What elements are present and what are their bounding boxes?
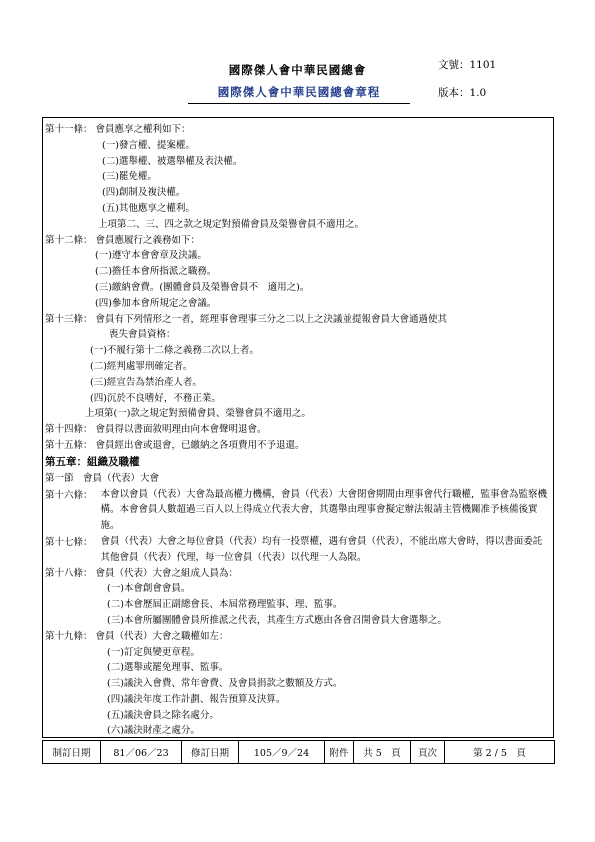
article-19-heading: 第十九條： 會員（代表）大會之職權如左： xyxy=(45,630,229,642)
chapter-5-heading: 第五章：組織及職權 xyxy=(45,455,140,468)
page-label: 頁次 xyxy=(411,741,445,764)
article-11-item-2: (二)選舉權、被選舉權及表決權。 xyxy=(102,155,243,167)
document-title: 國際傑人會中華民國總會章程 xyxy=(188,84,410,104)
document-number: 文號：1101 xyxy=(438,59,497,71)
article-18-item-2: (二)本會歷屆正副總會長、本屆常務理監事、理、監事。 xyxy=(107,599,343,611)
article-19-item-5: (五)議決會員之除名處分。 xyxy=(107,709,219,721)
article-11-item-3: (三)罷免權。 xyxy=(102,171,157,183)
content-frame xyxy=(42,117,554,738)
article-15: 第十五條： 會員經出會或退會，已繳納之各項費用不予退還。 xyxy=(45,439,305,451)
article-11-note: 上項第二、三、四之款之規定對預備會員及榮譽會員不適用之。 xyxy=(98,218,365,230)
article-17-text: 會員（代表）大會之每位會員（代表）均有一投票權，遇有會員（代表），不能出席大會時，得以書面委託其他會員（代表）代理，每一位會員（代表）以代理一人為限。 xyxy=(100,535,543,563)
article-16 xyxy=(43,487,553,534)
revise-date-value: 105／9／24 xyxy=(239,741,325,764)
article-12-item-1: (一)遵守本會會章及決議。 xyxy=(95,250,207,262)
page-number: 第 2 / 5 頁 xyxy=(445,741,555,764)
article-11-item-5: (五)其他應享之權利。 xyxy=(102,202,195,214)
enact-date-label: 制訂日期 xyxy=(43,741,101,764)
article-19-item-4: (四)議決年度工作計劃、報告預算及決算。 xyxy=(107,693,286,705)
article-18-item-3: (三)本會所屬團體會員所推派之代表，其產生方式應由各會召開會員大會選舉之。 xyxy=(107,614,447,626)
article-11-heading: 第十一條： 會員應享之權利如下： xyxy=(45,124,191,135)
article-16-label: 第十六條： xyxy=(45,489,93,501)
article-17 xyxy=(43,534,553,566)
section-1-heading: 第一節 會員（代表）大會 xyxy=(45,472,160,484)
article-13-item-2: (二)經判處罪刑確定者。 xyxy=(90,360,193,372)
document-footer-table xyxy=(42,740,555,764)
article-13-item-1: (一)不履行第十二條之義務二次以上者。 xyxy=(90,345,259,357)
article-12-item-4: (四)參加本會所規定之會議。 xyxy=(95,297,217,309)
article-11-item-1: (一)發言權、提案權。 xyxy=(102,139,195,151)
article-13-continuation: 喪失會員資格： xyxy=(109,329,176,341)
article-19-item-3: (三)議決入會費、常年會費、及會員捐款之數額及方式。 xyxy=(107,678,343,690)
document-version: 版本：1.0 xyxy=(438,87,487,99)
organization-name: 國際傑人會中華民國總會 xyxy=(228,63,367,77)
attachment-value: 共 5 頁 xyxy=(354,741,411,764)
article-13-item-3: (三)經宣告為禁治產人者。 xyxy=(90,376,202,388)
attachment-label: 附件 xyxy=(325,741,354,764)
article-17-label: 第十七條： xyxy=(45,536,93,548)
revise-date-label: 修訂日期 xyxy=(182,741,239,764)
article-19-item-1: (一)訂定與變更章程。 xyxy=(107,646,200,658)
article-19-item-6: (六)議決財產之處分。 xyxy=(107,725,200,737)
article-12-heading: 第十二條： 會員應履行之義務如下： xyxy=(45,234,201,246)
article-13-note: 上項第(一)款之規定對預備會員、榮譽會員不適用之。 xyxy=(85,408,311,420)
article-11-item-4: (四)創制及複決權。 xyxy=(102,187,186,199)
article-16-text: 本會以會員（代表）大會為最高權力機構，會員（代表）大會閉會期間由理事會代行職權，監事會為監察機構。本會會員人數超過三百人以上得成立代表大會，其選舉由理事會擬定辦法報請主管機關准予核備後實施。 xyxy=(100,488,548,532)
enact-date-value: 81／06／23 xyxy=(101,741,182,764)
articles-body xyxy=(43,122,553,739)
article-12-item-2: (二)擔任本會所指派之職務。 xyxy=(95,266,217,278)
article-19-item-2: (二)選舉或罷免理事、監事。 xyxy=(107,662,229,674)
article-12-item-3: (三)繳納會費。(團體會員及榮譽會員不 適用之)。 xyxy=(95,281,310,293)
article-14: 第十四條： 會員得以書面敘明理由向本會聲明退會。 xyxy=(45,424,267,436)
article-13-heading: 第十三條： 會員有下列情形之一者，經理事會理事三分之二以上之決議並提報會員大會通過使其 xyxy=(45,313,448,325)
article-13-item-4: (四)沉於不良嗜好，不務正業。 xyxy=(90,392,221,404)
article-18-item-1: (一)本會創會會員。 xyxy=(107,583,191,595)
article-18-heading: 第十八條： 會員（代表）大會之組成人員為： xyxy=(45,567,239,579)
